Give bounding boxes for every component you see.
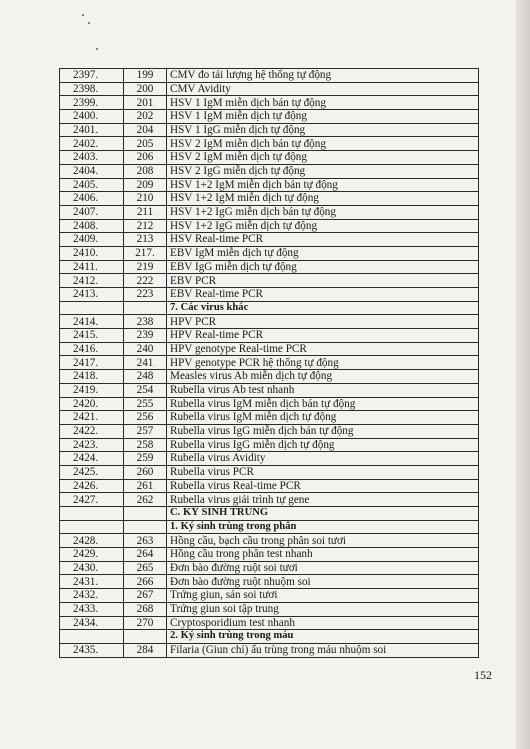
- row-number-cell: 2416.: [60, 342, 124, 356]
- name-cell: C. KÝ SINH TRÙNG: [167, 507, 479, 521]
- name-cell: HSV 2 IgM miễn dịch tự động: [167, 151, 479, 165]
- row-number-cell: 2426.: [60, 479, 124, 493]
- row-number-cell: 2425.: [60, 465, 124, 479]
- name-cell: Rubella virus IgM miễn dịch bán tự động: [167, 397, 479, 411]
- section-header-row: [60, 630, 479, 644]
- name-cell: HPV Real-time PCR: [167, 329, 479, 343]
- row-number-cell: [60, 630, 124, 644]
- row-number-cell: 2432.: [60, 589, 124, 603]
- section-header-row: [60, 507, 479, 521]
- table-row: [60, 438, 479, 452]
- code-cell: 219: [124, 260, 167, 274]
- name-cell: Đơn bào đường ruột nhuộm soi: [167, 575, 479, 589]
- name-cell: HSV Real-time PCR: [167, 233, 479, 247]
- table-row: [60, 479, 479, 493]
- table-row: [60, 356, 479, 370]
- code-cell: 239: [124, 329, 167, 343]
- name-cell: Rubella virus IgG miễn dịch bán tự động: [167, 424, 479, 438]
- table-row: [60, 219, 479, 233]
- name-cell: HPV genotype Real-time PCR: [167, 342, 479, 356]
- row-number-cell: 2411.: [60, 260, 124, 274]
- code-cell: 267: [124, 589, 167, 603]
- table-row: [60, 561, 479, 575]
- table-row: [60, 616, 479, 630]
- table-row: [60, 493, 479, 507]
- row-number-cell: 2399.: [60, 96, 124, 110]
- row-number-cell: [60, 520, 124, 534]
- name-cell: HSV 2 IgG miễn dịch tự động: [167, 164, 479, 178]
- name-cell: CMV Avidity: [167, 82, 479, 96]
- code-cell: 241: [124, 356, 167, 370]
- code-cell: 208: [124, 164, 167, 178]
- page-number: 152: [474, 668, 492, 682]
- row-number-cell: 2412.: [60, 274, 124, 288]
- table-row: [60, 370, 479, 384]
- name-cell: HSV 2 IgM miễn dịch bán tự động: [167, 137, 479, 151]
- row-number-cell: 2430.: [60, 561, 124, 575]
- row-number-cell: 2415.: [60, 329, 124, 343]
- code-cell: 211: [124, 205, 167, 219]
- table-row: [60, 192, 479, 206]
- table-row: [60, 137, 479, 151]
- code-cell: 265: [124, 561, 167, 575]
- code-cell: 212: [124, 219, 167, 233]
- row-number-cell: 2431.: [60, 575, 124, 589]
- row-number-cell: 2417.: [60, 356, 124, 370]
- row-number-cell: 2423.: [60, 438, 124, 452]
- code-cell: [124, 520, 167, 534]
- name-cell: Rubella virus PCR: [167, 465, 479, 479]
- row-number-cell: 2429.: [60, 548, 124, 562]
- name-cell: HPV PCR: [167, 315, 479, 329]
- row-number-cell: 2410.: [60, 246, 124, 260]
- name-cell: EBV IgM miễn dịch tự động: [167, 246, 479, 260]
- code-cell: 263: [124, 534, 167, 548]
- code-cell: 202: [124, 110, 167, 124]
- name-cell: Trứng giun, sán soi tươi: [167, 589, 479, 603]
- table-row: [60, 151, 479, 165]
- table-row: [60, 96, 479, 110]
- name-cell: 1. Ký sinh trùng trong phân: [167, 520, 479, 534]
- code-cell: 199: [124, 69, 167, 83]
- scan-speck: [88, 22, 90, 24]
- name-cell: 7. Các virus khác: [167, 301, 479, 315]
- code-cell: 205: [124, 137, 167, 151]
- row-number-cell: 2428.: [60, 534, 124, 548]
- code-cell: [124, 630, 167, 644]
- name-cell: EBV IgG miễn dịch tự động: [167, 260, 479, 274]
- code-cell: 213: [124, 233, 167, 247]
- row-number-cell: 2420.: [60, 397, 124, 411]
- name-cell: Rubella virus IgG miễn dịch tự động: [167, 438, 479, 452]
- name-cell: Filaria (Giun chỉ) ấu trùng trong máu nhuộm soi: [167, 643, 479, 657]
- code-cell: 259: [124, 452, 167, 466]
- row-number-cell: 2400.: [60, 110, 124, 124]
- name-cell: HSV 1 IgM miễn dịch tự động: [167, 110, 479, 124]
- table-row: [60, 534, 479, 548]
- code-cell: 200: [124, 82, 167, 96]
- code-cell: 248: [124, 370, 167, 384]
- row-number-cell: 2414.: [60, 315, 124, 329]
- code-cell: 209: [124, 178, 167, 192]
- table-row: [60, 643, 479, 657]
- table-row: [60, 589, 479, 603]
- name-cell: Rubella virus Real-time PCR: [167, 479, 479, 493]
- row-number-cell: [60, 301, 124, 315]
- table-row: [60, 397, 479, 411]
- code-cell: 261: [124, 479, 167, 493]
- row-number-cell: 2397.: [60, 69, 124, 83]
- table-row: [60, 602, 479, 616]
- table-row: [60, 465, 479, 479]
- table-row: [60, 575, 479, 589]
- scan-speck: [82, 14, 84, 16]
- name-cell: Rubella virus IgM miễn dịch tự động: [167, 411, 479, 425]
- table-row: [60, 110, 479, 124]
- table-row: [60, 329, 479, 343]
- code-cell: 238: [124, 315, 167, 329]
- row-number-cell: 2404.: [60, 164, 124, 178]
- code-cell: [124, 301, 167, 315]
- code-cell: 206: [124, 151, 167, 165]
- table-row: [60, 233, 479, 247]
- row-number-cell: 2406.: [60, 192, 124, 206]
- name-cell: CMV đo tải lượng hệ thống tự động: [167, 69, 479, 83]
- row-number-cell: 2407.: [60, 205, 124, 219]
- code-cell: 262: [124, 493, 167, 507]
- name-cell: EBV Real-time PCR: [167, 288, 479, 302]
- table-row: [60, 260, 479, 274]
- row-number-cell: 2434.: [60, 616, 124, 630]
- row-number-cell: 2422.: [60, 424, 124, 438]
- table-row: [60, 424, 479, 438]
- table-row: [60, 178, 479, 192]
- code-cell: 264: [124, 548, 167, 562]
- row-number-cell: 2418.: [60, 370, 124, 384]
- name-cell: HSV 1+2 IgM miễn dịch tự động: [167, 192, 479, 206]
- table-row: [60, 69, 479, 83]
- code-cell: 268: [124, 602, 167, 616]
- row-number-cell: 2398.: [60, 82, 124, 96]
- code-cell: 260: [124, 465, 167, 479]
- page-edge: [516, 0, 530, 749]
- name-cell: HSV 1+2 IgG miễn dịch tự động: [167, 219, 479, 233]
- code-cell: 223: [124, 288, 167, 302]
- table-row: [60, 383, 479, 397]
- row-number-cell: 2421.: [60, 411, 124, 425]
- code-cell: 204: [124, 123, 167, 137]
- row-number-cell: 2409.: [60, 233, 124, 247]
- row-number-cell: 2433.: [60, 602, 124, 616]
- table-body: [60, 69, 479, 658]
- code-cell: 254: [124, 383, 167, 397]
- table-row: [60, 342, 479, 356]
- table-row: [60, 246, 479, 260]
- row-number-cell: 2435.: [60, 643, 124, 657]
- row-number-cell: 2424.: [60, 452, 124, 466]
- row-number-cell: [60, 507, 124, 521]
- section-header-row: [60, 520, 479, 534]
- row-number-cell: 2401.: [60, 123, 124, 137]
- code-cell: 284: [124, 643, 167, 657]
- table-row: [60, 315, 479, 329]
- table-row: [60, 274, 479, 288]
- code-cell: 258: [124, 438, 167, 452]
- code-cell: 210: [124, 192, 167, 206]
- row-number-cell: 2402.: [60, 137, 124, 151]
- name-cell: Rubella virus Ab test nhanh: [167, 383, 479, 397]
- name-cell: Hồng cầu, bạch cầu trong phân soi tươi: [167, 534, 479, 548]
- code-cell: [124, 507, 167, 521]
- name-cell: Rubella virus Avidity: [167, 452, 479, 466]
- code-cell: 256: [124, 411, 167, 425]
- name-cell: Measles virus Ab miễn dịch tự động: [167, 370, 479, 384]
- section-header-row: [60, 301, 479, 315]
- table-row: [60, 82, 479, 96]
- table-row: [60, 123, 479, 137]
- code-cell: 222: [124, 274, 167, 288]
- code-cell: 270: [124, 616, 167, 630]
- scan-speck: [96, 48, 98, 50]
- name-cell: Trứng giun soi tập trung: [167, 602, 479, 616]
- name-cell: HPV genotype PCR hệ thống tự động: [167, 356, 479, 370]
- name-cell: Đơn bào đường ruột soi tươi: [167, 561, 479, 575]
- code-cell: 217.: [124, 246, 167, 260]
- name-cell: HSV 1 IgG miễn dịch tự động: [167, 123, 479, 137]
- name-cell: Hồng cầu trong phân test nhanh: [167, 548, 479, 562]
- row-number-cell: 2413.: [60, 288, 124, 302]
- row-number-cell: 2427.: [60, 493, 124, 507]
- table-row: [60, 411, 479, 425]
- name-cell: HSV 1 IgM miễn dịch bán tự động: [167, 96, 479, 110]
- table-row: [60, 205, 479, 219]
- table-row: [60, 164, 479, 178]
- name-cell: EBV PCR: [167, 274, 479, 288]
- code-cell: 240: [124, 342, 167, 356]
- row-number-cell: 2419.: [60, 383, 124, 397]
- row-number-cell: 2405.: [60, 178, 124, 192]
- row-number-cell: 2408.: [60, 219, 124, 233]
- name-cell: HSV 1+2 IgM miễn dịch bán tự động: [167, 178, 479, 192]
- code-cell: 266: [124, 575, 167, 589]
- table-row: [60, 288, 479, 302]
- row-number-cell: 2403.: [60, 151, 124, 165]
- code-cell: 201: [124, 96, 167, 110]
- table-row: [60, 452, 479, 466]
- name-cell: HSV 1+2 IgG miễn dịch bán tự động: [167, 205, 479, 219]
- code-cell: 255: [124, 397, 167, 411]
- name-cell: Rubella virus giải trình tự gene: [167, 493, 479, 507]
- code-cell: 257: [124, 424, 167, 438]
- procedure-table: [59, 68, 479, 658]
- name-cell: 2. Ký sinh trùng trong máu: [167, 630, 479, 644]
- name-cell: Cryptosporidium test nhanh: [167, 616, 479, 630]
- table-row: [60, 548, 479, 562]
